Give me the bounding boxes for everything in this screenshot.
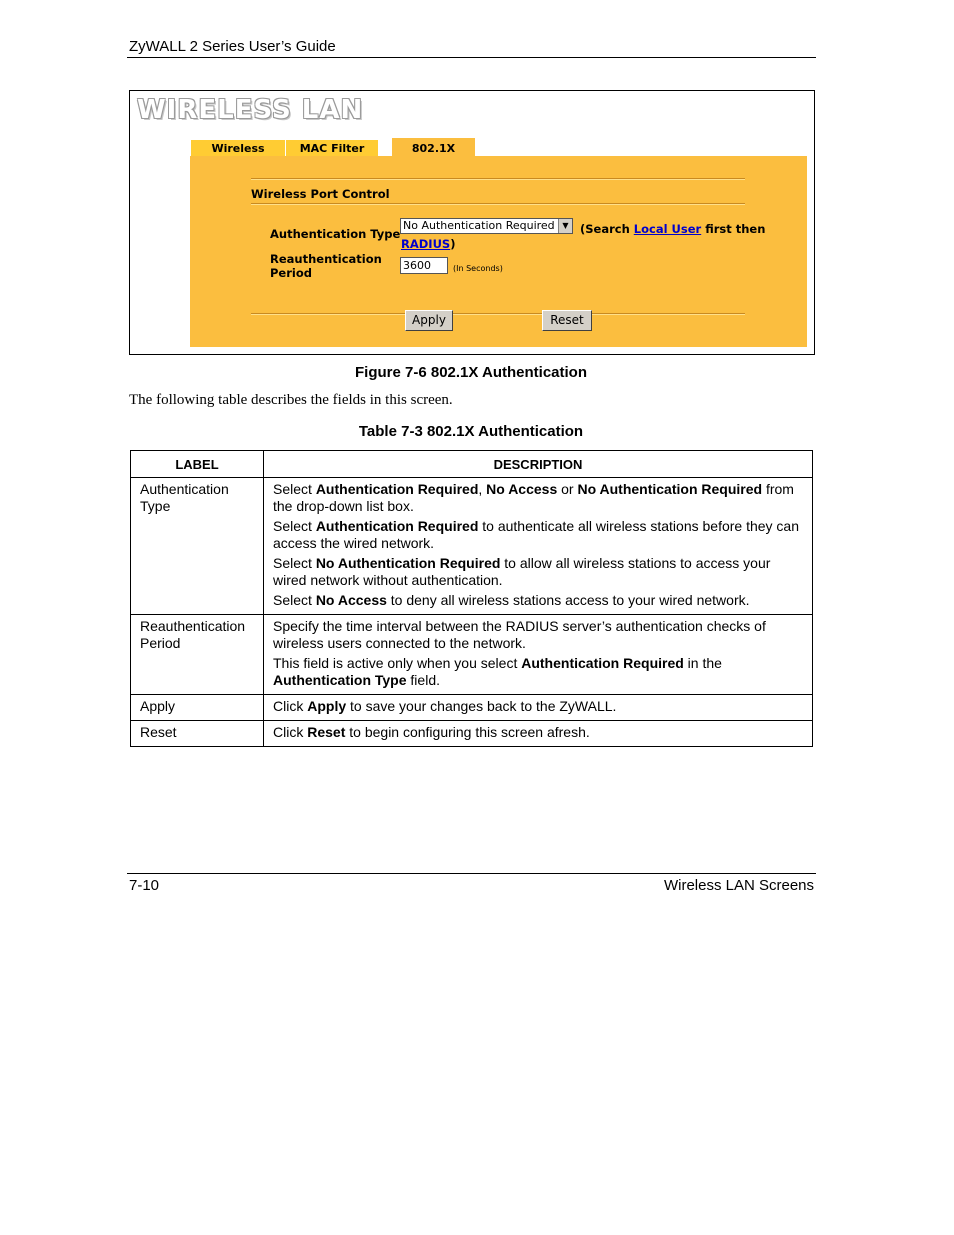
settings-panel — [190, 156, 807, 347]
page-number: 7-10 — [129, 877, 160, 894]
auth-note-mid: first then — [701, 222, 766, 236]
apply-button[interactable]: Apply — [405, 310, 453, 331]
figure-caption: Figure 7-6 802.1X Authentication — [355, 364, 587, 381]
reset-button[interactable]: Reset — [542, 310, 592, 331]
text: to save your changes back to the ZyWALL. — [346, 698, 617, 714]
text: This field is active only when you select — [273, 655, 522, 671]
auth-type-select[interactable] — [400, 218, 573, 234]
row-description — [264, 721, 813, 747]
desc-paragraph — [273, 555, 804, 589]
text: to begin configuring this screen afresh. — [345, 724, 590, 740]
text: , — [478, 481, 487, 497]
text: Click — [273, 724, 308, 740]
chapter-title: Wireless LAN Screens — [663, 877, 814, 894]
row-description — [264, 695, 813, 721]
footer-rule — [127, 873, 816, 874]
row-label: Reauthentication Period — [131, 615, 264, 695]
term: Authentication Required — [521, 655, 684, 671]
term: Authentication Required — [315, 481, 479, 497]
tab-802-1x[interactable]: 802.1X — [392, 140, 475, 159]
text: to authenticate all wireless stations before they can access the wired network. — [273, 518, 800, 551]
term: No Access — [486, 481, 558, 497]
desc-paragraph — [273, 655, 804, 689]
table-caption: Table 7-3 802.1X Authentication — [358, 423, 584, 440]
row-description — [264, 615, 813, 695]
table-row — [131, 615, 813, 695]
desc-paragraph — [273, 518, 804, 552]
desc-paragraph — [273, 481, 804, 515]
reauth-period-input[interactable]: 3600 — [400, 257, 448, 274]
text: Select — [273, 481, 316, 497]
radius-link[interactable]: RADIUS — [401, 237, 451, 251]
table-row — [131, 478, 813, 615]
term: No Access — [315, 592, 387, 608]
text: field. — [406, 672, 440, 688]
text: Select — [273, 518, 316, 534]
auth-type-value: No Authentication Required — [403, 219, 555, 232]
header-label: LABEL — [131, 451, 264, 478]
auth-type-label: Authentication Type — [270, 227, 401, 241]
desc-paragraph: Specify the time interval between the RADIUS server’s authentication checks of wireless users connected to the network. — [273, 618, 766, 651]
header-description: DESCRIPTION — [264, 451, 813, 478]
term: Apply — [307, 698, 347, 714]
screen-title: WIRELESS LAN — [137, 95, 364, 125]
local-user-link[interactable]: Local User — [633, 222, 702, 236]
auth-note-line2 — [401, 237, 455, 251]
document-header: ZyWALL 2 Series User’s Guide — [129, 38, 336, 55]
row-label: Reset — [131, 721, 264, 747]
text: to allow all wireless stations to access your wired network without authentication. — [273, 555, 771, 588]
table-header-row — [131, 451, 813, 478]
tab-wireless[interactable]: Wireless — [191, 139, 285, 156]
table-row — [131, 721, 813, 747]
desc-paragraph — [273, 592, 804, 609]
text: in the — [683, 655, 722, 671]
reauth-label-line2: Period — [270, 266, 312, 280]
row-label: Apply — [131, 695, 264, 721]
intro-text: The following table describes the fields in this screen. — [129, 392, 453, 408]
term: Reset — [307, 724, 346, 740]
auth-note-suffix: ) — [450, 237, 456, 251]
auth-note — [580, 222, 765, 236]
row-description — [264, 478, 813, 615]
row-label: Authentication Type — [131, 478, 264, 615]
text: or — [557, 481, 578, 497]
tab-mac-filter[interactable]: MAC Filter — [286, 139, 378, 156]
text: to deny all wireless stations access to your wired network. — [386, 592, 750, 608]
term: No Authentication Required — [577, 481, 763, 497]
reauth-label-line1: Reauthentication — [270, 252, 382, 266]
term: Authentication Type — [273, 672, 407, 688]
text: Click — [273, 698, 308, 714]
text: from the drop-down list box. — [273, 481, 794, 514]
figure-screenshot — [129, 90, 815, 355]
term: Authentication Required — [315, 518, 479, 534]
table-row — [131, 695, 813, 721]
auth-note-prefix: (Search — [580, 222, 634, 236]
divider-section — [251, 203, 745, 205]
text: Select — [273, 555, 316, 571]
header-rule — [127, 57, 816, 58]
text: Select — [273, 592, 316, 608]
description-table — [130, 450, 813, 747]
chevron-down-icon: ▼ — [558, 219, 572, 233]
reauth-unit: (In Seconds) — [453, 264, 503, 273]
term: No Authentication Required — [315, 555, 501, 571]
divider-bottom — [251, 313, 745, 315]
divider-top — [251, 178, 745, 180]
section-label: Wireless Port Control — [251, 187, 390, 201]
